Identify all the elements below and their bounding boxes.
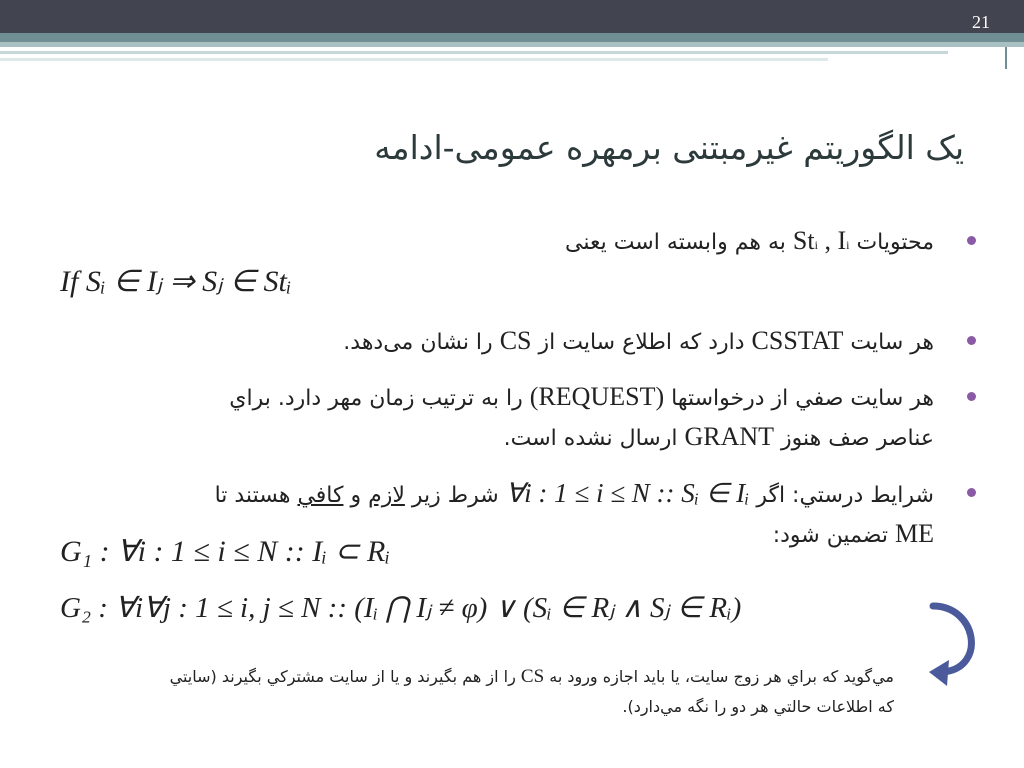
bullet-text: شرایط درستي: اگر xyxy=(756,483,934,508)
underlined-term: لازم xyxy=(368,483,405,508)
bullet-latin: (REQUEST) xyxy=(529,382,665,411)
bullet-item xyxy=(74,378,934,458)
bullet-text: شرط زیر xyxy=(411,483,499,508)
bullet-text: عناصر صف هنوز xyxy=(781,426,934,451)
curved-arrow-icon xyxy=(925,598,989,694)
bullet-item xyxy=(343,322,934,362)
explanation-note xyxy=(74,662,894,722)
bullet-item xyxy=(565,222,934,264)
bullet-latin: CSSTAT xyxy=(751,326,844,355)
header-stripe xyxy=(0,51,948,54)
bullet-text: و xyxy=(350,483,362,508)
bullet-dot xyxy=(967,488,976,497)
bullet-dot xyxy=(967,236,976,245)
bullet-latin: CS xyxy=(499,326,532,355)
bullet-text: دارد که اطلاع سایت از xyxy=(538,330,745,355)
bullet-text: را نشان می‌دهد. xyxy=(343,330,493,355)
bullet-text: تضمین شود: xyxy=(772,523,888,548)
bullet-text: هر سایت xyxy=(850,330,934,355)
formula-g2: G₂ : ∀i∀j : 1 ≤ i, j ≤ N :: (Iᵢ ⋂ Iⱼ ≠ φ) ∨ (Sᵢ ∈ Rⱼ ∧ Sⱼ ∈ Rᵢ) xyxy=(60,592,742,624)
underlined-term: کافي xyxy=(297,483,344,508)
bullet-dot xyxy=(967,392,976,401)
bullet-latin: GRANT xyxy=(684,422,775,451)
header-stripe xyxy=(0,58,828,61)
bullet-text: هستند تا xyxy=(214,483,291,508)
header-divider xyxy=(1005,47,1007,69)
bullet-latin: Sti , Ii xyxy=(792,226,850,255)
formula-g1: G₁ : ∀i : 1 ≤ i ≤ N :: Iᵢ ⊂ Rᵢ xyxy=(60,535,391,568)
note-text: که اطلاعات حالتي هر دو را نگه مي‌دارد). xyxy=(622,697,894,716)
slide-number: 21 xyxy=(972,12,990,32)
bullet-text: ارسال نشده است. xyxy=(503,426,678,451)
header-stripe xyxy=(0,33,1024,42)
note-latin: CS xyxy=(520,666,545,687)
bullet-text: را به ترتیب زمان مهر دارد. براي xyxy=(229,386,523,411)
header-stripe xyxy=(0,42,1024,47)
bullet-text: به هم وابسته است یعنی xyxy=(565,230,786,255)
note-text: را از هم بگیرند و یا از سایت مشترکي بگیرند (سایتي xyxy=(169,667,516,686)
slide-title: یک الگوریتم غیرمبتنی برمهره عمومی-ادامه xyxy=(374,128,964,167)
bullet-dot xyxy=(967,336,976,345)
bullet-text: محتویات xyxy=(856,230,934,255)
note-text: مي‌گوید که براي هر زوج سایت، یا باید اجازه ورود به xyxy=(549,667,894,686)
formula-if: If Sᵢ ∈ Iⱼ ⇒ Sⱼ ∈ Stᵢ xyxy=(60,265,292,298)
bullet-latin: ME xyxy=(895,519,934,548)
top-bar xyxy=(0,0,1024,33)
inline-formula: ∀i : 1 ≤ i ≤ N :: Sᵢ ∈ Iᵢ xyxy=(505,478,750,508)
bullet-text: هر سایت صفي از درخواستها xyxy=(671,386,934,411)
